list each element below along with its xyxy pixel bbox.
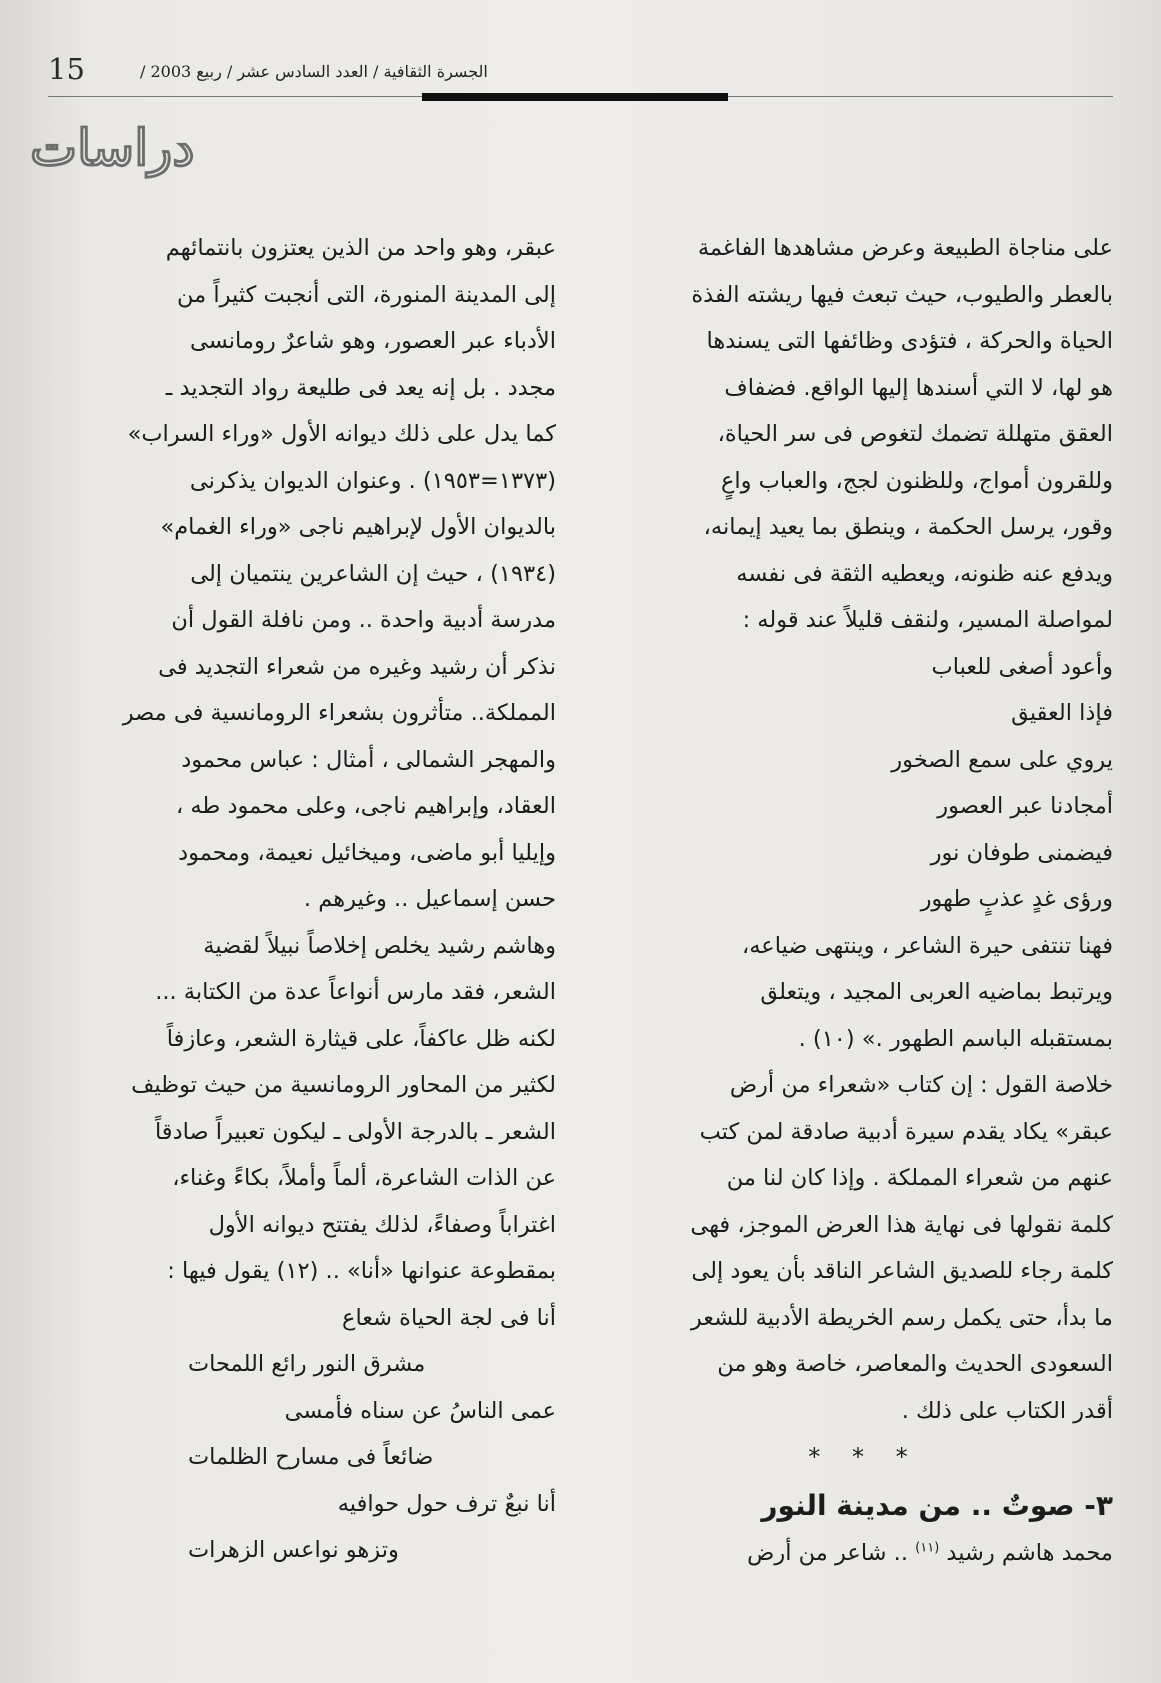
poem-hemistich-first: أنا نبعٌ ترف حول حوافيه xyxy=(337,1490,556,1517)
text-line: كما يدل على ذلك ديوانه الأول «وراء السراب» xyxy=(127,421,556,447)
text-line: (١٣٧٣=١٩٥٣) . وعنوان الديوان يذكرنى xyxy=(189,467,556,494)
text-line: ويرتبط بماضيه العربى المجيد ، ويتعلق xyxy=(760,979,1113,1005)
section-heading: ٣- صوتٌ .. من مدينة النور xyxy=(761,1488,1113,1522)
text-line: هو لها، لا التي أسندها إليها الواقع. فضفاف xyxy=(724,374,1113,401)
section-separator: * * * xyxy=(808,1443,920,1471)
text-line: كلمة نقولها فى نهاية هذا العرض الموجز، فهى xyxy=(690,1211,1113,1238)
text-line: والمهجر الشمالى ، أمثال : عباس محمود xyxy=(181,746,556,773)
text-line: لكنه ظل عاكفاً، على قيثارة الشعر، وعازفاً xyxy=(166,1025,556,1052)
text-line: الشعر، فقد مارس أنواعاً عدة من الكتابة ... xyxy=(155,979,556,1005)
text-line: عن الذات الشاعرة، ألماً وأملاً، بكاءً وغناء، xyxy=(172,1165,556,1191)
text-line: الحياة والحركة ، فتؤدى وظائفها التى يسندها xyxy=(706,328,1113,354)
text-line: الأدباء عبر العصور، وهو شاعرٌ رومانسى xyxy=(189,328,556,354)
left-column xyxy=(48,225,556,1665)
text-line: ويدفع عنه ظنونه، ويعطيه الثقة فى نفسه xyxy=(736,560,1113,587)
heading-continuation-text: .. شاعر من أرض xyxy=(747,1539,908,1566)
text-line: اغتراباً وصفاءً، لذلك يفتتح ديوانه الأول xyxy=(208,1211,556,1238)
poem-hemistich-second: وتزهو نواعس الزهرات xyxy=(188,1537,399,1563)
text-line: يروي على سمع الصخور xyxy=(891,746,1113,773)
text-line: (١٩٣٤) ، حيث إن الشاعرين ينتميان إلى xyxy=(190,560,556,587)
text-line: مجدد . بل إنه يعد فى طليعة رواد التجديد ـ xyxy=(165,374,556,401)
text-line: مدرسة أدبية واحدة .. ومن نافلة القول أن xyxy=(171,607,556,633)
journal-title: الجسرة الثقافية / العدد السادس عشر / ربيع 2003 / xyxy=(140,62,488,81)
text-line: أمجادنا عبر العصور xyxy=(937,793,1113,819)
left-column-lines xyxy=(48,225,556,1295)
text-line: بمستقبله الباسم الطهور .» (١٠) . xyxy=(798,1025,1113,1052)
text-line: السعودى الحديث والمعاصر، خاصة وهو من xyxy=(717,1351,1113,1377)
text-line: عنهم من شعراء المملكة . وإذا كان لنا من xyxy=(726,1165,1113,1191)
text-line: المملكة.. متأثرون بشعراء الرومانسية فى مصر xyxy=(122,700,556,726)
text-line: وإيليا أبو ماضى، وميخائيل نعيمة، ومحمود xyxy=(178,839,556,866)
poem-hemistich-second: مشرق النور رائع اللمحات xyxy=(188,1351,426,1377)
text-line: بمقطوعة عنوانها «أنا» .. (١٢) يقول فيها : xyxy=(167,1258,556,1284)
text-line: ورؤى غدٍ عذبٍ طهور xyxy=(920,886,1113,912)
text-line: حسن إسماعيل .. وغيرهم . xyxy=(303,886,556,912)
text-line: وأعود أصغى للعباب xyxy=(931,653,1113,680)
poem xyxy=(48,1295,556,1574)
text-line: إلى المدينة المنورة، التى أنجبت كثيراً من xyxy=(177,281,556,308)
text-line: لمواصلة المسير، ولنقف قليلاً عند قوله : xyxy=(742,607,1113,633)
text-line: خلاصة القول : إن كتاب «شعراء من أرض xyxy=(729,1072,1113,1098)
text-line: نذكر أن رشيد وغيره من شعراء التجديد فى xyxy=(158,653,556,680)
right-column-lines xyxy=(615,225,1113,1434)
text-line: وهاشم رشيد يخلص إخلاصاً نبيلاً لقضية xyxy=(203,932,556,959)
text-line: أقدر الكتاب على ذلك . xyxy=(901,1397,1113,1424)
text-line: فهنا تنتفى حيرة الشاعر ، وينتهى ضياعه، xyxy=(741,932,1113,959)
text-line: فإذا العقيق xyxy=(1011,700,1113,726)
right-column xyxy=(615,225,1113,1665)
poem-hemistich-second: ضائعاً فى مسارح الظلمات xyxy=(188,1444,434,1470)
section-title: دراسات xyxy=(30,118,195,177)
page-number: 15 xyxy=(48,52,85,86)
text-line: وقور، يرسل الحكمة ، وينطق بما يعيد إيمانه، xyxy=(703,514,1113,540)
text-line: عبقر، وهو واحد من الذين يعتزون بانتمائهم xyxy=(165,235,556,261)
footnote-ref: (١١) xyxy=(915,1540,940,1555)
text-line: بالعطر والطيوب، حيث تبعث فيها ريشته الفذة xyxy=(691,281,1113,308)
running-header xyxy=(48,52,1113,86)
text-line: وللقرون أمواج، وللظنون لجج، والعباب واعٍ xyxy=(720,467,1113,494)
poet-name: محمد هاشم رشيد xyxy=(946,1539,1113,1566)
header-rule-bold xyxy=(422,93,728,101)
poem-hemistich-first: عمى الناسُ عن سناه فأمسى xyxy=(284,1397,556,1424)
text-line: على مناجاة الطبيعة وعرض مشاهدها الفاغمة xyxy=(697,235,1113,261)
text-line: لكثير من المحاور الرومانسية من حيث توظيف xyxy=(131,1072,556,1098)
poem-hemistich-first: أنا فى لجة الحياة شعاع xyxy=(342,1304,556,1331)
heading-continuation xyxy=(615,1530,1113,1577)
text-line: كلمة رجاء للصديق الشاعر الناقد بأن يعود إلى xyxy=(691,1258,1113,1284)
text-line: فيضمنى طوفان نور xyxy=(930,839,1113,866)
text-line: العقاد، وإبراهيم ناجى، وعلى محمود طه ، xyxy=(175,793,556,819)
text-line: الشعر ـ بالدرجة الأولى ـ ليكون تعبيراً صادقاً xyxy=(154,1118,556,1145)
text-line: العقق متهللة تضمك لتغوص فى سر الحياة، xyxy=(717,421,1113,447)
text-line: عبقر» يكاد يقدم سيرة أدبية صادقة لمن كتب xyxy=(699,1118,1113,1145)
text-line: ما بدأ، حتى يكمل رسم الخريطة الأدبية للشعر xyxy=(690,1304,1113,1331)
text-line: بالديوان الأول لإبراهيم ناجى «وراء الغمام» xyxy=(160,514,556,540)
